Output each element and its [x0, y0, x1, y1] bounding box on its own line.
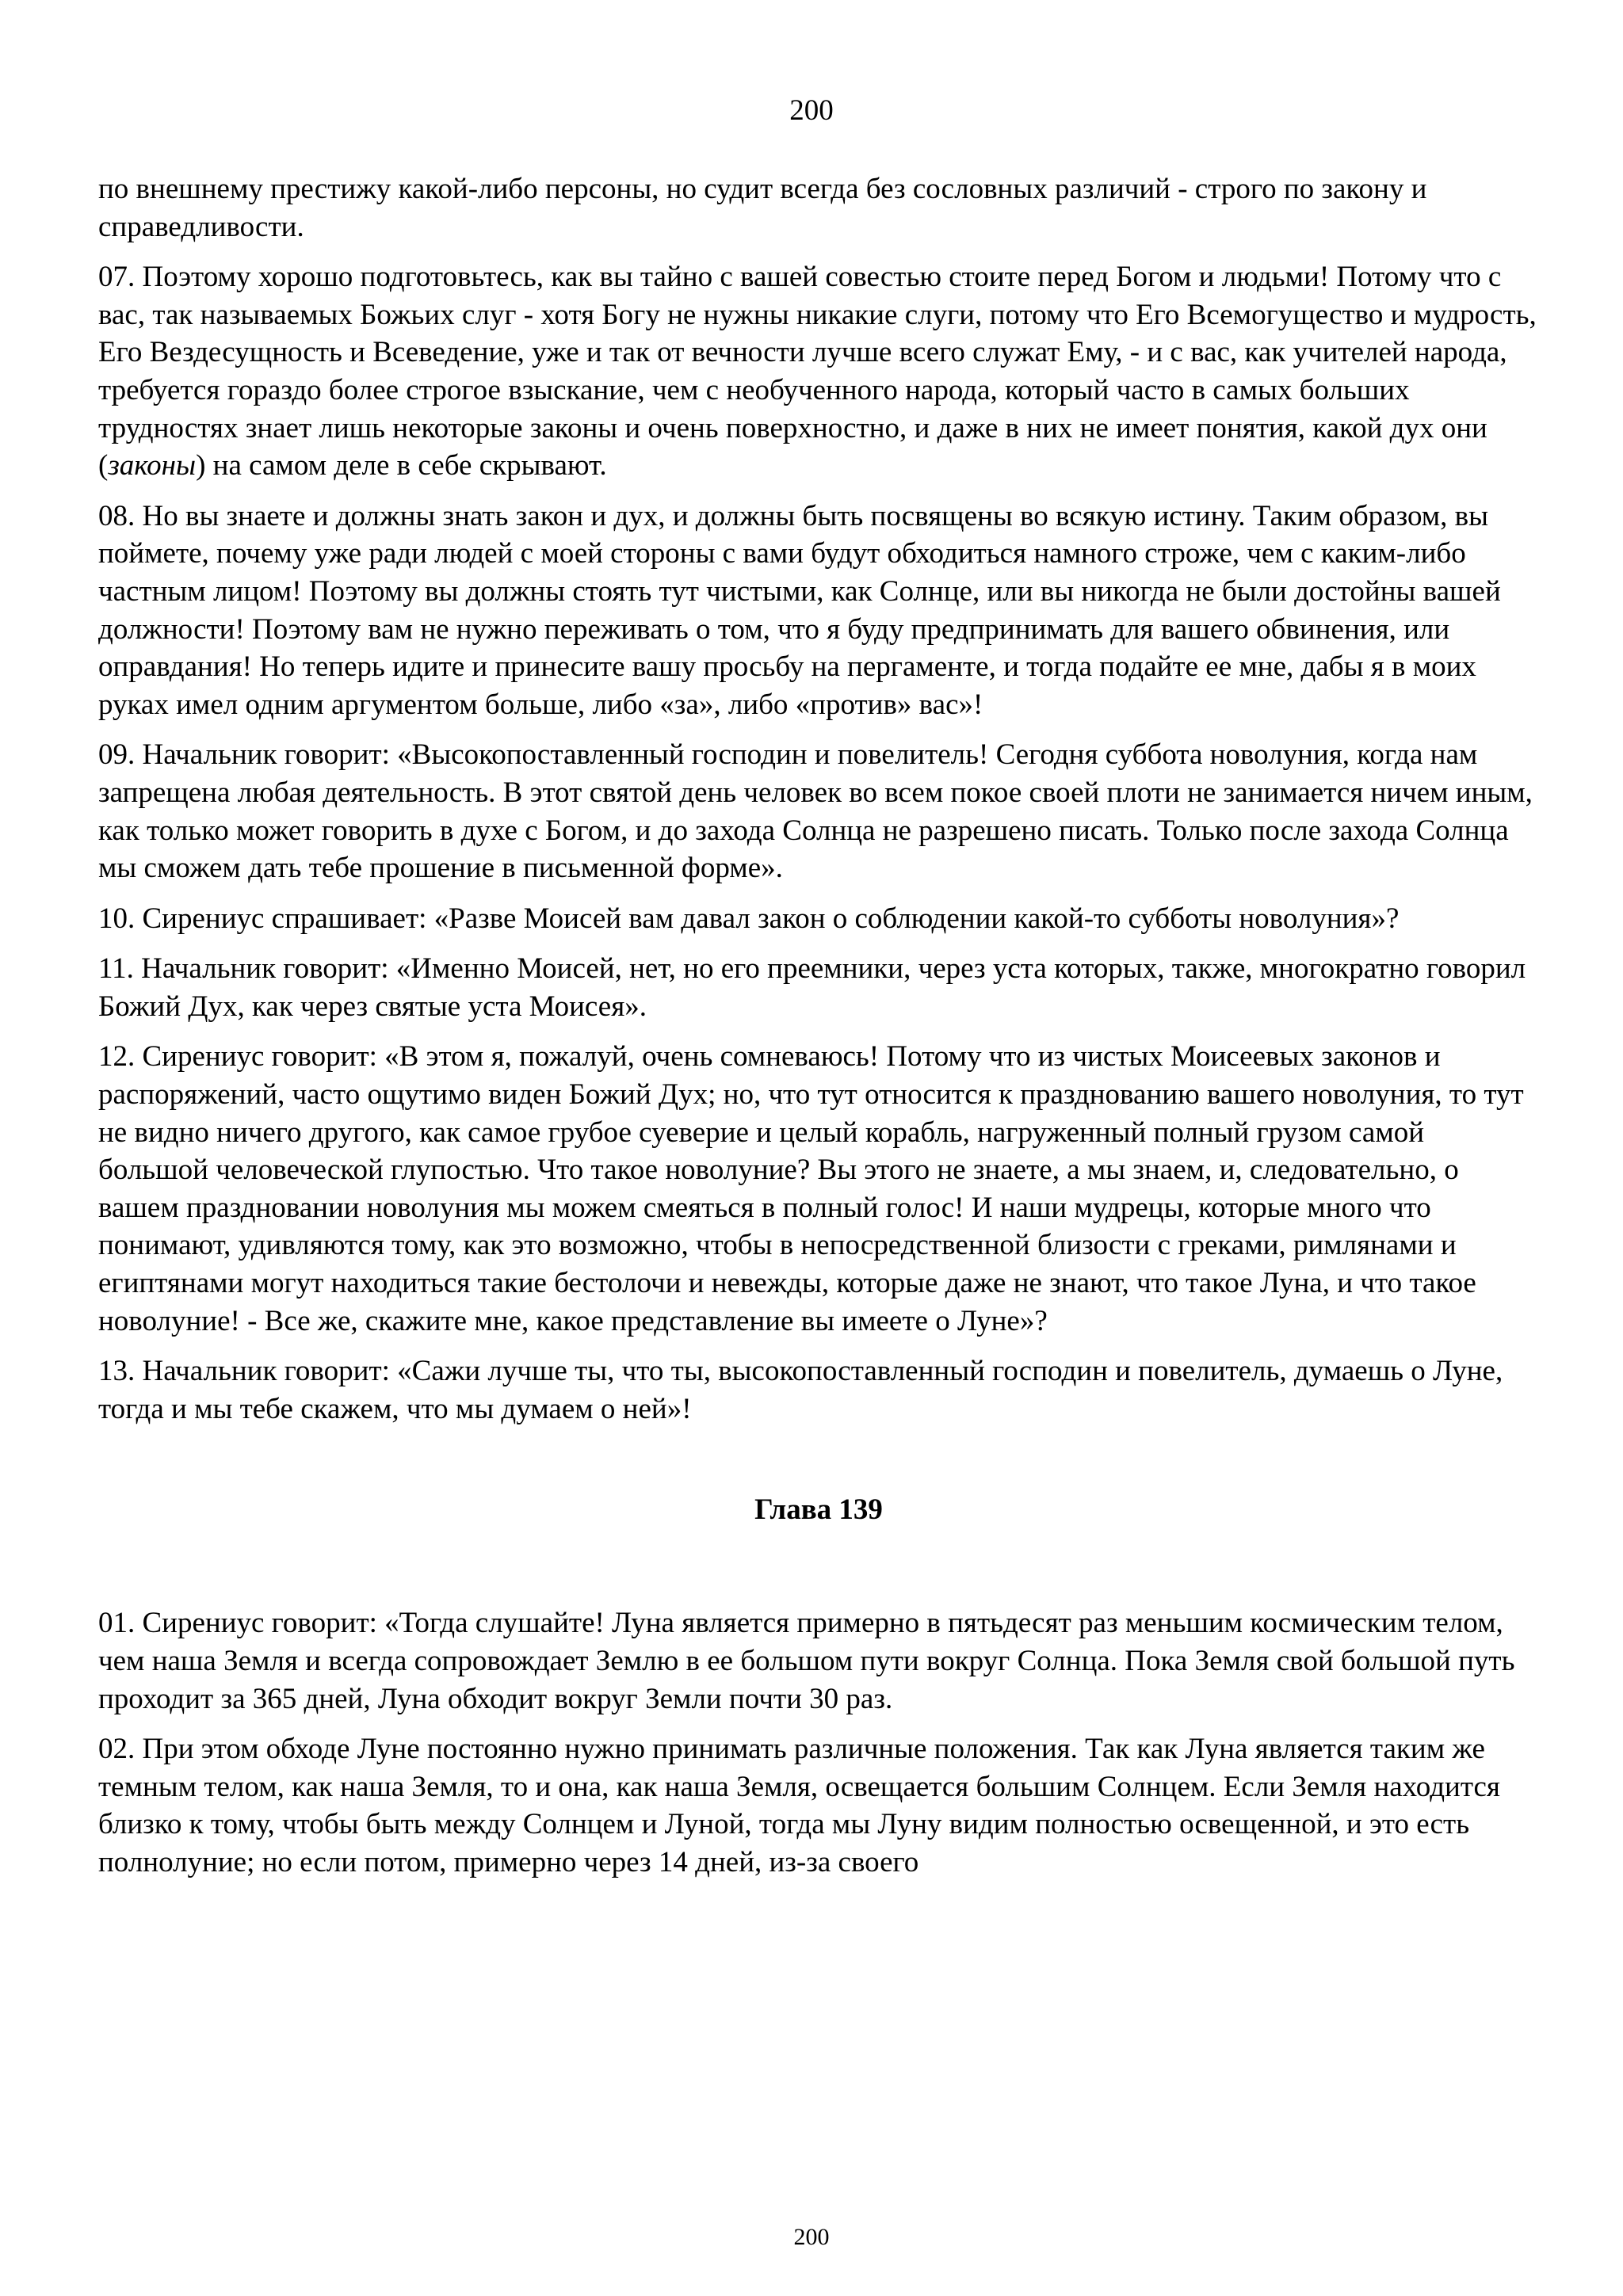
text-block-before-chapter [98, 170, 1539, 1428]
paragraph-text: 09. Начальник говорит: «Высокопоставленный господин и повелитель! Сегодня суббота новолуния, когда нам запрещена любая деятельность. В этот святой день человек во всем покое своей плоти не занимается ничем иным, как только может говорить в духе с Богом, и до захода Солнца не разрешено писать. Только после захода Солнца мы сможем дать тебе прошение в письменной форме». [98, 738, 1533, 885]
paragraph [98, 736, 1539, 887]
paragraph-text: 10. Сирениус спрашивает: «Разве Моисей вам давал закон о соблюдении какой-то субботы новолуния»? [98, 902, 1400, 935]
paragraph-text: 12. Сирениус говорит: «В этом я, пожалуй, очень сомневаюсь! Потому что из чистых Моисеевых законов и распоряжений, часто ощутимо виден Божий Дух; но, что тут относится к празднованию вашего новолуния, то тут не видно ничего другого, как самое грубое суеверие и целый корабль, нагруженный полный грузом самой большой человеческой глупостью. Что такое новолуние? Вы этого не знаете, а мы знаем, и, следовательно, о вашем праздновании новолуния мы можем смеяться в полный голос! И наши мудрецы, которые много что понимают, удивляются тому, как это возможно, чтобы в непосредственной близости с греками, римлянами и египтянами могут находиться такие бестолочи и невежды, которые даже не знают, что такое Луна, и что такое новолуние! - Все же, скажите мне, какое представление вы имеете о Луне»? [98, 1040, 1524, 1337]
paragraph [98, 1730, 1539, 1881]
paragraph-text: 02. При этом обходе Луне постоянно нужно принимать различные положения. Так как Луна является таким же темным телом, как наша Земля, то и она, как наша Земля, освещается большим Солнцем. Если Земля находится близко к тому, чтобы быть между Солнцем и Луной, тогда мы Луну видим полностью освещенной, и это есть полнолуние; но если потом, примерно через 14 дней, из-за своего [98, 1733, 1500, 1878]
paragraph-text: 07. Поэтому хорошо подготовьтесь, как вы тайно с вашей совестью стоите перед Богом и людьми! Потому что с вас, так называемых Божьих слуг - хотя Богу не нужны никакие слуги, потому что Его Всемогущество и мудрость, Его Вездесущность и Всеведение, уже и так от вечности лучше всего служат Ему, - и с вас, как учителей народа, требуется гораздо более строгое взыскание, чем с необученного народа, который часто в самых больших трудностях знает лишь некоторые законы и очень поверхностно, и даже в них не имеет понятия, какой дух они ( [98, 261, 1537, 482]
paragraph [98, 258, 1539, 485]
paragraph [98, 170, 1539, 246]
paragraph-text: по внешнему престижу какой-либо персоны, но судит всегда без сословных различий - строго по закону и справедливости. [98, 173, 1427, 243]
paragraph-text: 08. Но вы знаете и должны знать закон и дух, и должны быть посвящены во всякую истину. Таким образом, вы поймете, почему уже ради людей с моей стороны с вами будут обходиться намного строже, чем с каким-либо частным лицом! Поэтому вы должны стоять тут чистыми, как Солнце, или вы никогда не были достойны вашей должности! Поэтому вам не нужно переживать о том, что я буду предпринимать для вашего обвинения, или оправдания! Но теперь идите и принесите вашу просьбу на пергаменте, и тогда подайте ее мне, дабы я в моих руках имел одним аргументом больше, либо «за», либо «против» вас»! [98, 499, 1501, 721]
paragraph-text: 13. Начальник говорит: «Сажи лучше ты, что ты, высокопоставленный господин и повелитель, думаешь о Луне, тогда и мы тебе скажем, что мы думаем о ней»! [98, 1355, 1503, 1425]
paragraph [98, 1604, 1539, 1718]
paragraph [98, 1038, 1539, 1340]
chapter-heading: Глава 139 [754, 1493, 883, 1527]
paragraph-text: ) на самом деле в себе скрывают. [196, 449, 607, 482]
paragraph-text: 01. Сирениус говорит: «Тогда слушайте! Луна является примерно в пятьдесят раз меньшим космическим телом, чем наша Земля и всегда сопровождает Землю в ее большом пути вокруг Солнца. Пока Земля свой большой путь проходит за 365 дней, Луна обходит вокруг Земли почти 30 раз. [98, 1607, 1515, 1715]
paragraph [98, 950, 1539, 1025]
page-content [98, 170, 1539, 1894]
page-number-top: 200 [789, 94, 834, 127]
paragraph [98, 498, 1539, 724]
page-number-bottom: 200 [793, 2224, 830, 2250]
paragraph [98, 1352, 1539, 1428]
text-block-after-chapter [98, 1604, 1539, 1881]
paragraph [98, 900, 1539, 938]
paragraph-text: 11. Начальник говорит: «Именно Моисей, нет, но его преемники, через уста которых, также, многократно говорил Божий Дух, как через святые уста Моисея». [98, 952, 1526, 1023]
italic-text: законы [108, 449, 197, 482]
